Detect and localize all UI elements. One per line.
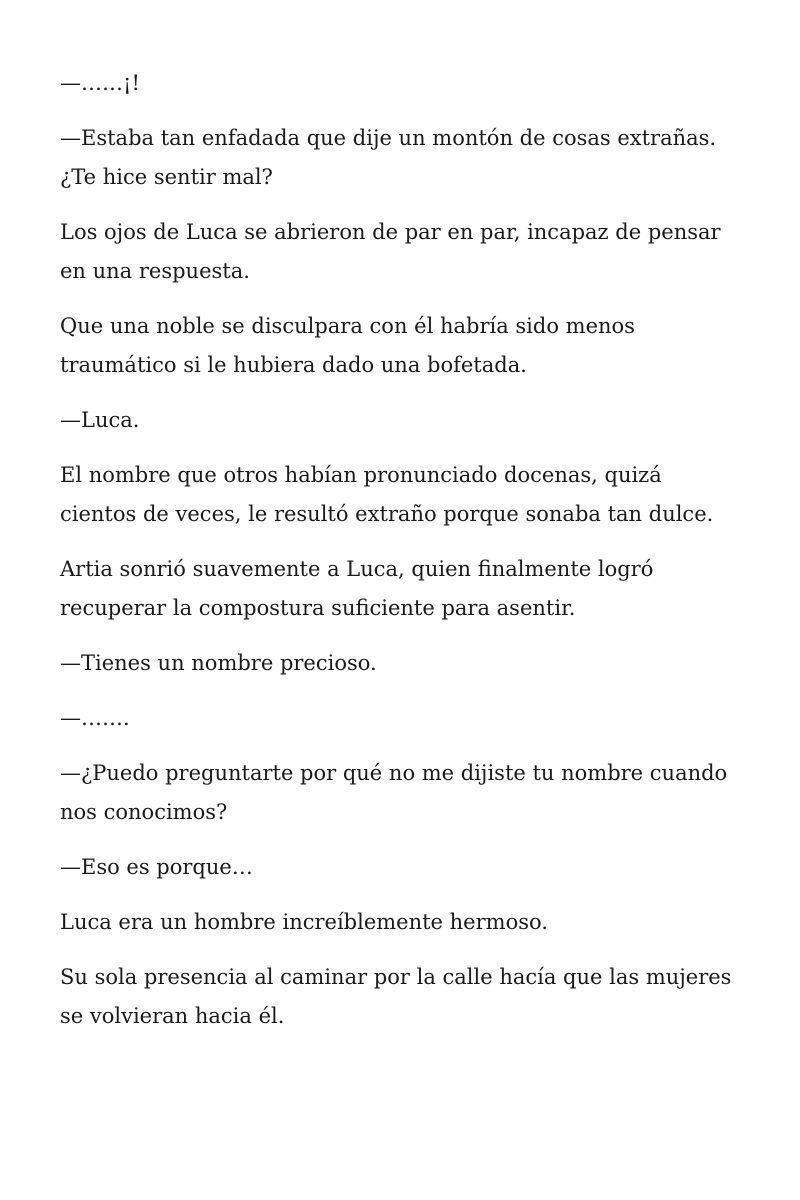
paragraph: —Luca. <box>60 408 140 432</box>
paragraph: El nombre que otros habían pronunciado docenas, quizá cientos de veces, le resultó extraño porque sonaba tan dulce. <box>60 463 714 526</box>
paragraph: Su sola presencia al caminar por la calle hacía que las mujeres se volvieran hacia él. <box>60 965 732 1028</box>
paragraph: Los ojos de Luca se abrieron de par en par, incapaz de pensar en una respuesta. <box>60 220 721 283</box>
paragraph: —Tienes un nombre precioso. <box>60 651 377 675</box>
paragraph: —……¡! <box>60 71 140 95</box>
paragraph: Que una noble se disculpara con él habría sido menos traumático si le hubiera dado una bofetada. <box>60 314 635 377</box>
paragraph: —Estaba tan enfadada que dije un montón de cosas extrañas. ¿Te hice sentir mal? <box>60 126 717 189</box>
paragraph: Artia sonrió suavemente a Luca, quien finalmente logró recuperar la compostura suficiente para asentir. <box>60 557 654 620</box>
paragraph: Luca era un hombre increíblemente hermoso. <box>60 910 548 934</box>
paragraph: —¿Puedo preguntarte por qué no me dijiste tu nombre cuando nos conocimos? <box>60 761 728 824</box>
paragraph: —Eso es porque… <box>60 855 253 879</box>
paragraph: —……. <box>60 706 130 730</box>
